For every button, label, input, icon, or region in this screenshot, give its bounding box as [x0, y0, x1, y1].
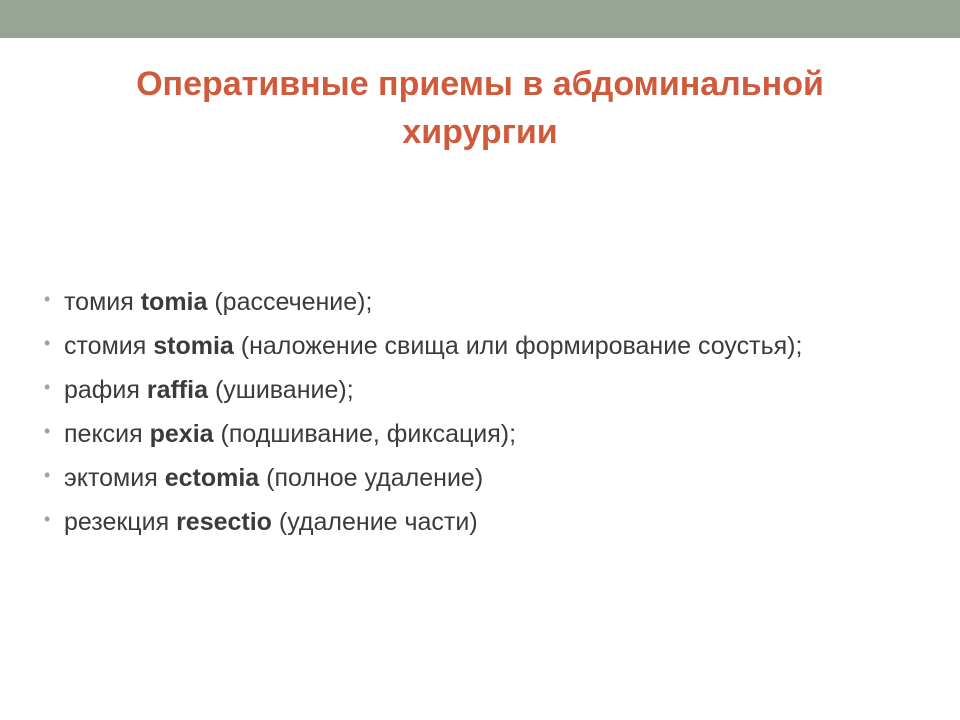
- term-russian: резекция: [64, 508, 170, 536]
- bullet-icon: •: [44, 421, 51, 441]
- bullet-icon: •: [44, 509, 51, 529]
- bullet-list: [42, 284, 882, 548]
- term-latin: stomia: [153, 332, 234, 360]
- term-latin: raffia: [146, 376, 208, 404]
- term-latin: pexia: [149, 420, 214, 448]
- term-description: (удаление части): [278, 508, 478, 536]
- list-item: [42, 460, 882, 496]
- term-description: (ушивание);: [214, 376, 354, 404]
- term-description: (рассечение);: [214, 288, 373, 316]
- term-russian: эктомия: [64, 464, 158, 492]
- list-item: [42, 284, 882, 320]
- top-accent-band: [0, 0, 960, 38]
- bullet-icon: •: [44, 465, 51, 485]
- term-description: (подшивание, фиксация);: [220, 420, 517, 448]
- term-latin: tomia: [140, 288, 208, 316]
- list-item: [42, 504, 882, 540]
- term-latin: ectomia: [164, 464, 260, 492]
- term-latin: resectio: [176, 508, 272, 536]
- term-russian: томия: [64, 288, 134, 316]
- list-item: [42, 416, 882, 452]
- term-description: (полное удаление): [266, 464, 484, 492]
- term-russian: рафия: [64, 376, 140, 404]
- bullet-icon: •: [44, 333, 51, 353]
- list-item: [42, 372, 882, 408]
- list-item: [42, 328, 882, 364]
- bullet-icon: •: [44, 289, 51, 309]
- term-description: (наложение свища или формирование соустья);: [240, 332, 803, 360]
- slide-title: Оперативные приемы в абдоминальной хирургии: [136, 65, 824, 151]
- term-russian: пексия: [64, 420, 143, 448]
- bullet-icon: •: [44, 377, 51, 397]
- term-russian: стомия: [64, 332, 147, 360]
